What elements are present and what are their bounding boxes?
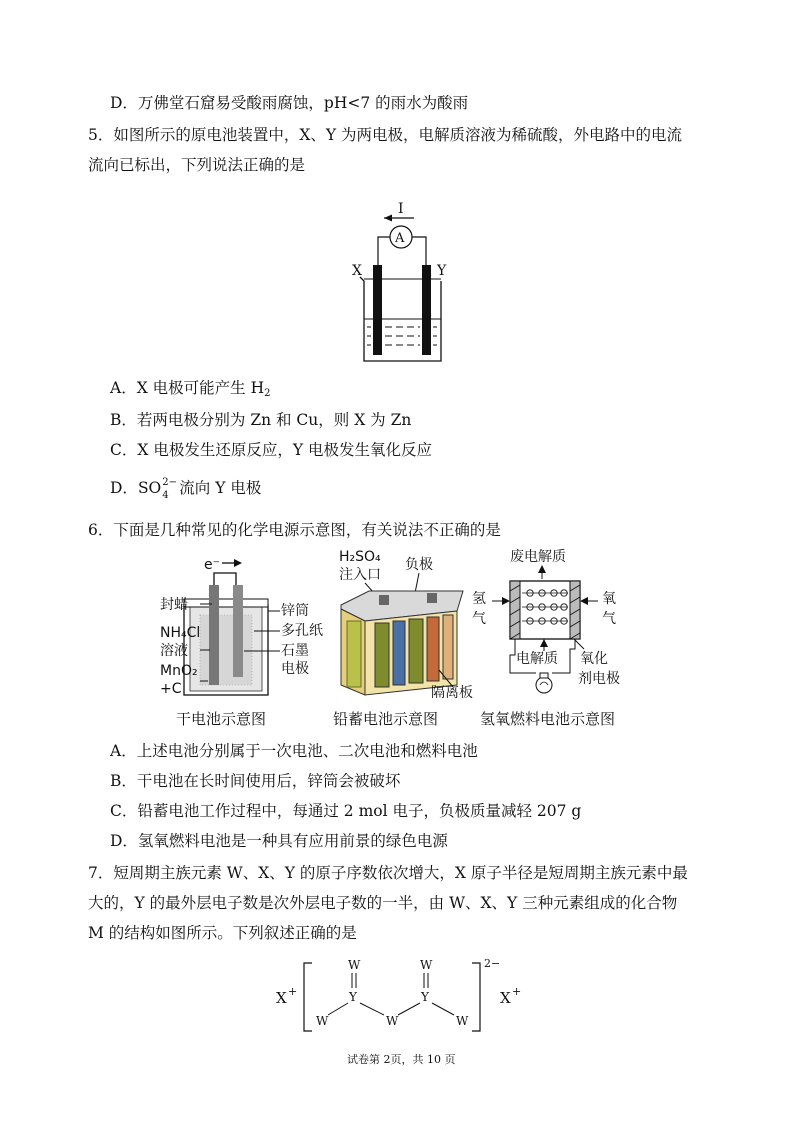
svg-text:+: + xyxy=(512,985,522,998)
electrolyte-label: 电解质 xyxy=(516,651,558,667)
plus-c-label: +C xyxy=(160,681,182,697)
zinc-can-label: 锌筒 xyxy=(281,603,309,619)
h2-label: 氢 xyxy=(472,591,486,607)
lead-cell-figure xyxy=(335,545,485,705)
dry-cell-figure xyxy=(160,555,330,705)
galvanic-cell-figure xyxy=(340,195,460,370)
q5-option-c: C．X 电极发生还原反应，Y 电极发生氧化反应 xyxy=(110,441,432,459)
q6-option-d: D．氢氧燃料电池是一种具有应用前景的绿色电源 xyxy=(110,832,448,850)
electrode-y xyxy=(422,265,431,355)
oxidant-label: 氧化 xyxy=(580,651,608,667)
page-footer: 试卷第 2页，共 10 页 xyxy=(347,1053,456,1066)
atom-w-bottom-right: W xyxy=(456,1014,469,1028)
dry-cell-caption: 干电池示意图 xyxy=(176,710,267,728)
cation-right: X xyxy=(500,989,511,1007)
svg-text:剂电极: 剂电极 xyxy=(578,671,620,687)
q6-option-b: B．干电池在长时间使用后，锌筒会被破坏 xyxy=(110,772,401,790)
wax-label: 封蜡 xyxy=(160,597,188,613)
atom-w-top-right: W xyxy=(420,958,433,972)
o2-label: 氧 xyxy=(602,591,616,607)
h2-arrow-icon xyxy=(502,597,510,605)
o2-arrow-icon xyxy=(580,597,588,605)
q5-stem-line1: 5．如图所示的原电池装置中，X、Y 为两电极，电解质溶液为稀硫酸，外电路中的电流 xyxy=(88,126,683,144)
inlet-label: 注入口 xyxy=(339,567,381,583)
electrode-x-label: X xyxy=(352,263,362,279)
current-label: I xyxy=(398,201,404,217)
svg-text:气: 气 xyxy=(472,611,486,627)
electrode-y-label: Y xyxy=(437,263,447,279)
negative-label: 负极 xyxy=(405,557,433,573)
q7-stem-line1: 7．短周期主族元素 W、X、Y 的原子序数依次增大，X 原子半径是短周期主族元素中最 xyxy=(88,864,688,882)
q6-option-c: C．铅蓄电池工作过程中，每通过 2 mol 电子，负极质量减轻 207 g xyxy=(110,802,582,820)
q4-option-d: D．万佛堂石窟易受酸雨腐蚀，pH<7 的雨水为酸雨 xyxy=(110,94,469,112)
bulb-icon xyxy=(536,677,552,693)
cation-left: X xyxy=(276,989,287,1007)
svg-text:A: A xyxy=(395,231,405,246)
svg-text:电极: 电极 xyxy=(281,661,309,677)
q7-stem-line3: M 的结构如图所示。下列叙述正确的是 xyxy=(88,924,357,942)
q6-stem: 6．下面是几种常见的化学电源示意图，有关说法不正确的是 xyxy=(88,521,501,539)
anion-charge: 2− xyxy=(484,957,501,970)
q5-option-d: D．SO 2− 4 流向 Y 电极 xyxy=(110,477,262,501)
svg-text:+: + xyxy=(288,985,298,998)
right-bracket xyxy=(472,963,480,1031)
structure-figure xyxy=(270,955,540,1037)
atom-y-right: Y xyxy=(421,990,429,1004)
q5-stem-line2: 流向已标出，下列说法正确的是 xyxy=(88,156,306,174)
fuel-cell-figure xyxy=(470,545,640,710)
atom-w-bridge: W xyxy=(386,1014,399,1028)
electrode-x xyxy=(373,265,382,355)
atom-w-bottom-left: W xyxy=(316,1014,329,1028)
mno2-label: MnO₂ xyxy=(160,663,198,679)
separator-label: 隔离板 xyxy=(431,685,473,701)
q6-option-a: A．上述电池分别属于一次电池、二次电池和燃料电池 xyxy=(110,742,478,760)
q5-option-a: A．X 电极可能产生 $H_2$ xyxy=(110,379,271,399)
left-bracket xyxy=(304,963,312,1031)
current-arrow-icon xyxy=(384,215,392,222)
q5-option-b: B．若两电极分别为 Zn 和 Cu，则 X 为 Zn xyxy=(110,411,412,429)
solution-label: 溶液 xyxy=(160,643,188,659)
acid-label: H₂SO₄ xyxy=(339,549,381,565)
waste-label: 废电解质 xyxy=(510,549,566,565)
electron-label: e⁻ xyxy=(204,557,221,573)
electron-arrow-icon xyxy=(234,559,242,567)
atom-w-top-left: W xyxy=(348,958,361,972)
q7-stem-line2: 大的，Y 的最外层电子数是次外层电子数的一半，由 W、X、Y 三种元素组成的化合物 xyxy=(88,894,678,912)
nh4cl-label: NH₄Cl xyxy=(160,625,201,641)
lead-cell-caption: 铅蓄电池示意图 xyxy=(333,710,439,728)
svg-text:气: 气 xyxy=(602,611,616,627)
atom-y-left: Y xyxy=(349,990,357,1004)
fuel-cell-caption: 氢氧燃料电池示意图 xyxy=(480,710,616,728)
porous-paper-label: 多孔纸 xyxy=(281,623,323,639)
graphite-label: 石墨 xyxy=(281,643,309,659)
